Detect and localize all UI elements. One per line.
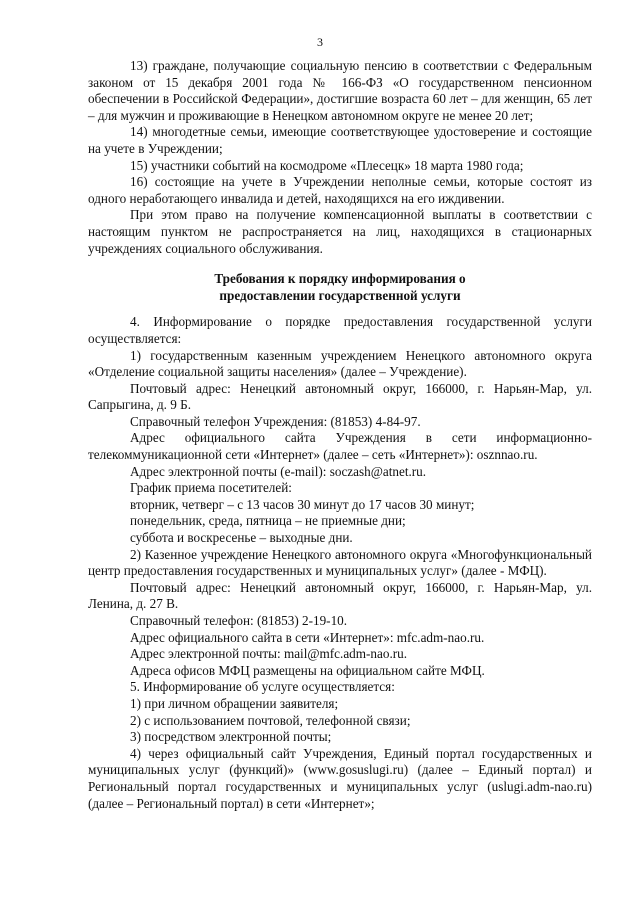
institution-1: 1) государственным казенным учреждением Ненецкого автономного округа «Отделение социальной защиты населения» (далее – Учреждение).: [88, 347, 592, 380]
institution-2: 2) Казенное учреждение Ненецкого автономного округа «Многофункциональный центр предоставления государственных и муниципальных услуг» (далее - МФЦ).: [88, 546, 592, 579]
schedule-line-2: понедельник, среда, пятница – не приемные дни;: [130, 513, 406, 529]
list-item-13: 13) граждане, получающие социальную пенсию в соответствии с Федеральным законом от 15 декабря 2001 года № 166-ФЗ «О государственном пенсионном обеспечении в Российской Федерации», достигшие возраста 60 лет – для женщин, 65 лет – для мужчин и проживающие в Ненецком автономном округе не менее 20 лет;: [88, 58, 592, 123]
list-item-15: 15) участники событий на космодроме «Плесецк» 18 марта 1980 года;: [130, 157, 524, 173]
institution-2-phone: Справочный телефон: (81853) 2-19-10.: [130, 613, 348, 628]
section-heading: [88, 271, 592, 304]
institution-2-address: Почтовый адрес: Ненецкий автономный округ, 166000, г. Нарьян-Мар, ул. Ленина, д. 27 В.: [88, 579, 592, 612]
institution-2-offices: Адреса офисов МФЦ размещены на официальном сайте МФЦ.: [130, 662, 485, 678]
schedule-title: График приема посетителей:: [130, 480, 292, 496]
schedule-line-1: вторник, четверг – с 13 часов 30 минут до 17 часов 30 минут;: [130, 496, 475, 512]
institution-1-address: Почтовый адрес: Ненецкий автономный округ, 166000, г. Нарьян-Мар, ул. Сапрыгина, д. 9 Б.: [88, 380, 592, 413]
institution-2-website: Адрес официального сайта в сети «Интернет»: mfc.adm-nao.ru.: [130, 629, 485, 645]
institution-1-website: Адрес официального сайта Учреждения в сети информационно-телекоммуникационной сети «Интернет» (далее – сеть «Интернет»): osznnao.ru.: [88, 430, 592, 463]
section-heading-line-2: предоставлении государственной услуги: [219, 287, 461, 303]
method-1: 1) при личном обращении заявителя;: [130, 695, 339, 711]
institution-1-email: Адрес электронной почты (e-mail): soczash@atnet.ru.: [130, 463, 427, 479]
schedule-line-3: суббота и воскресенье – выходные дни.: [130, 530, 353, 546]
document-body: [88, 58, 592, 812]
method-3: 3) посредством электронной почты;: [130, 729, 332, 745]
page-number: 3: [317, 35, 323, 49]
exclusion-paragraph: При этом право на получение компенсационной выплаты в соответствии с настоящим пунктом не распространяется на лиц, находящихся в стационарных учреждениях социального обслуживания.: [88, 207, 592, 256]
list-item-14: 14) многодетные семьи, имеющие соответствующее удостоверение и состоящие на учете в Учреждении;: [88, 124, 592, 156]
method-4: 4) через официальный сайт Учреждения, Единый портал государственных и муниципальных услуг (функций)» (www.gosuslugi.ru) (далее – Единый портал) и Региональный портал государственных и муниципальных услуг (uslugi.adm-nao.ru) (далее – Региональный портал) в сети «Интернет»;: [88, 745, 592, 811]
method-2: 2) с использованием почтовой, телефонной связи;: [130, 712, 411, 728]
list-item-16: 16) состоящие на учете в Учреждении неполные семьи, которые состоят из одного неработающего инвалида и детей, находящихся на его иждивении.: [88, 174, 592, 206]
institution-2-email: Адрес электронной почты: mail@mfc.adm-nao.ru.: [130, 646, 408, 662]
institution-1-phone: Справочный телефон Учреждения: (81853) 4-84-97.: [130, 413, 421, 429]
section-heading-line-1: Требования к порядку информирования о: [214, 271, 466, 287]
paragraph-4: 4. Информирование о порядке предоставления государственной услуги осуществляется:: [88, 314, 592, 346]
paragraph-5: 5. Информирование об услуге осуществляется:: [130, 679, 395, 695]
